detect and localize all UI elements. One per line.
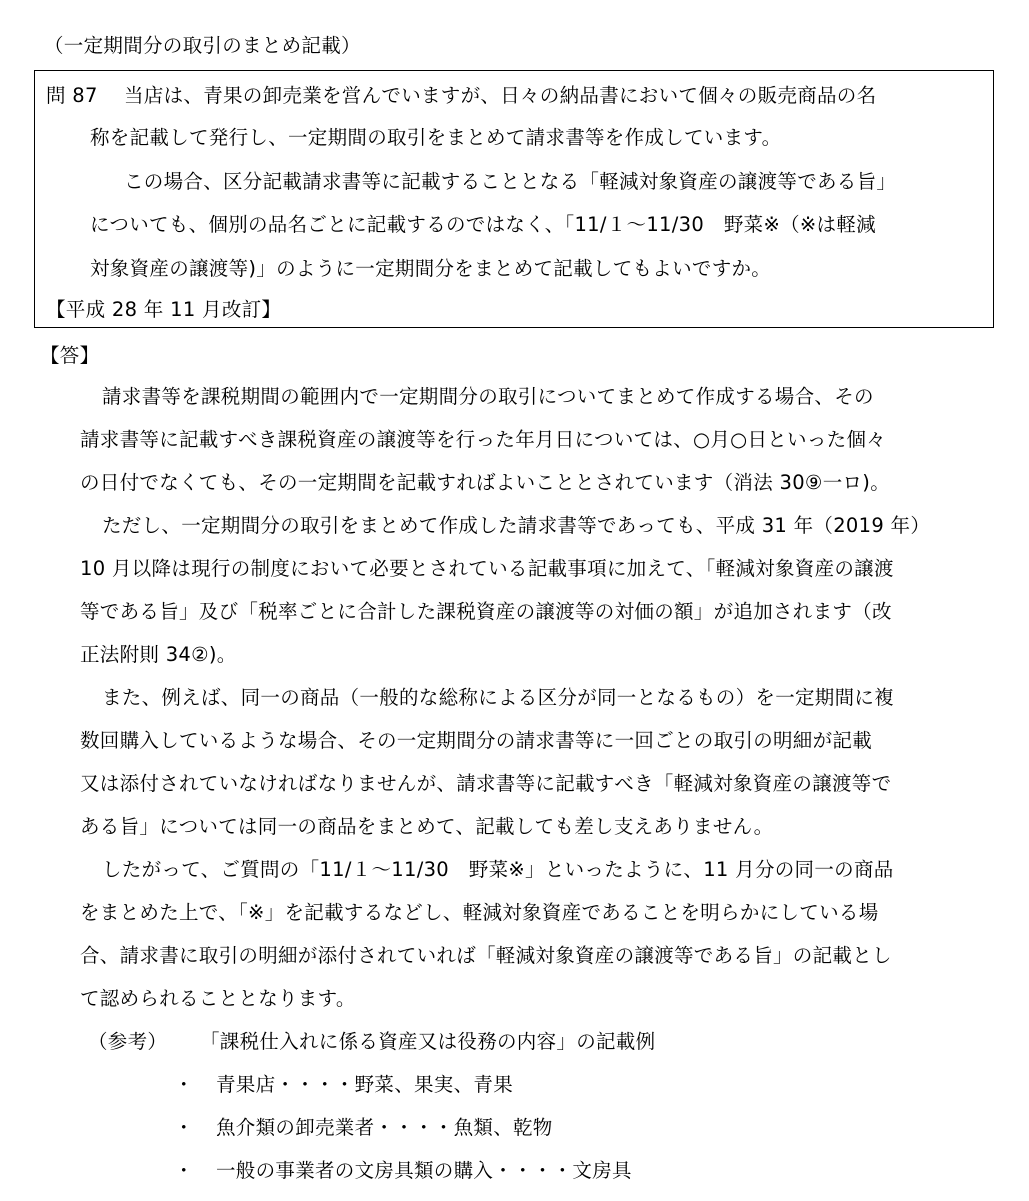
question-number: 問 87 (46, 84, 98, 107)
answer-line: したがって、ご質問の「11/１～11/30 野菜※」といったように、11 月分の同一の商品 (102, 858, 894, 881)
answer-line: ただし、一定期間分の取引をまとめて作成した請求書等であっても、平成 31 年（2019 年） (102, 514, 931, 537)
answer-line: 数回購入しているような場合、その一定期間分の請求書等に一回ごとの取引の明細が記載 (80, 729, 873, 752)
reference-item: 青果店・・・・野菜、果実、青果 (216, 1073, 514, 1096)
answer-line: 請求書等を課税期間の範囲内で一定期間分の取引についてまとめて作成する場合、その (102, 385, 874, 408)
answer-line: 請求書等に記載すべき課税資産の譲渡等を行った年月日については、○月○日といった個々 (80, 428, 887, 451)
question-line: この場合、区分記載請求書等に記載することとなる「軽減対象資産の譲渡等である旨」 (124, 170, 897, 193)
question-revision: 【平成 28 年 11 月改訂】 (46, 298, 282, 321)
answer-line: 又は添付されていなければなりませんが、請求書等に記載すべき「軽減対象資産の譲渡等で (80, 772, 892, 795)
reference-bullet: ・ (174, 1116, 194, 1139)
reference-bullet: ・ (174, 1159, 194, 1182)
answer-line: また、例えば、同一の商品（一般的な総称による区分が同一となるもの）を一定期間に複 (102, 686, 895, 709)
section-heading: （一定期間分の取引のまとめ記載） (44, 34, 361, 57)
answer-line: の日付でなくても、その一定期間を記載すればよいこととされています（消法 30⑨一ロ)。 (80, 471, 891, 494)
reference-item: 一般の事業者の文房具類の購入・・・・文房具 (216, 1159, 632, 1182)
answer-line: 合、請求書に取引の明細が添付されていれば「軽減対象資産の譲渡等である旨」の記載とし (80, 944, 892, 967)
answer-line: 等である旨」及び「税率ごとに合計した課税資産の譲渡等の対価の額」が追加されます（改 (80, 600, 892, 623)
reference-label: （参考） (88, 1030, 168, 1053)
answer-line: て認められることとなります。 (80, 987, 356, 1010)
reference-item: 魚介類の卸売業者・・・・魚類、乾物 (216, 1116, 553, 1139)
question-line: 当店は、青果の卸売業を営んでいますが、日々の納品書において個々の販売商品の名 (124, 84, 877, 107)
question-line: 対象資産の譲渡等)」のように一定期間分をまとめて記載してもよいですか。 (90, 257, 772, 280)
question-line: 称を記載して発行し、一定期間の取引をまとめて請求書等を作成しています。 (90, 126, 782, 149)
answer-line: 10 月以降は現行の制度において必要とされている記載事項に加えて、「軽減対象資産の譲渡 (80, 557, 894, 580)
reference-title: 「課税仕入れに係る資産又は役務の内容」の記載例 (200, 1030, 656, 1053)
answer-line: をまとめた上で、「※」を記載するなどし、軽減対象資産であることを明らかにしている場 (80, 901, 879, 924)
answer-label: 【答】 (40, 344, 100, 367)
answer-line: ある旨」については同一の商品をまとめて、記載しても差し支えありません。 (80, 815, 774, 838)
reference-bullet: ・ (174, 1073, 194, 1096)
answer-line: 正法附則 34②)。 (80, 643, 237, 666)
question-line: についても、個別の品名ごとに記載するのではなく、「11/１～11/30 野菜※（※は軽減 (90, 213, 876, 236)
